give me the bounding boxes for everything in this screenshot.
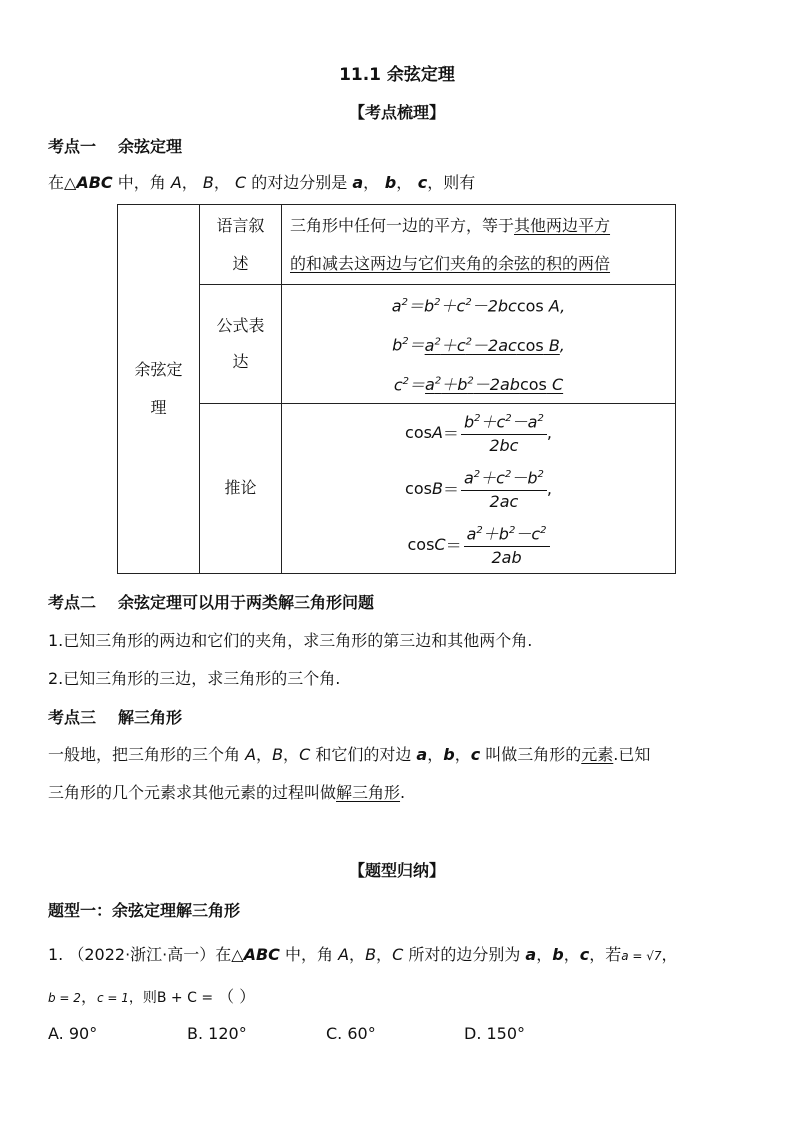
q1-stem: 在△ABC 中，角 A，B，C 所对的边分别为 a，b，c，若 <box>215 945 622 964</box>
k1-intro: 在△ABC 中，角 A， B， C 的对边分别是 a， b， c，则有 <box>48 173 476 192</box>
table-label-formula: 公式表达 <box>200 285 282 404</box>
table-formulas: $a^2=b^2+c^2-2bccos$ A, $b^2=a^2+c^2-2accos$ B, $c^2=a^2+b^2-2abcos$ C <box>282 285 676 404</box>
table-label-corollary: 推论 <box>200 403 282 573</box>
k2-heading: 考点二 余弦定理可以用于两类解三角形问题 <box>48 593 375 612</box>
q1-cond-a: a = √7 <box>621 949 662 963</box>
k1-heading <box>48 134 182 157</box>
table-label-language: 语言叙述 <box>200 205 282 285</box>
corollary-cosA: cos A ＝ $\frac{b^2+c^2-a^2}{2bc}$ , <box>282 404 675 460</box>
k3-line-1: 一般地，把三角形的三个角 A，B，C 和它们的对边 a，b，c 叫做三角形的元素.已知 <box>48 745 651 764</box>
k2-item-2: 2.已知三角形的三边，求三角形的三个角. <box>48 669 341 688</box>
corollary-cosB: cos B ＝ $\frac{a^2+c^2-b^2}{2ac}$ , <box>282 460 675 516</box>
section-header-types: 【题型归纳】 <box>348 861 445 880</box>
option-a: A. 90° <box>48 1024 98 1043</box>
table-corollaries <box>282 403 676 573</box>
k2-item-1: 1.已知三角形的两边和它们的夹角，求三角形的第三边和其他两个角. <box>48 631 533 650</box>
option-d: D. 150° <box>464 1024 526 1043</box>
question-type-1: 题型一：余弦定理解三角形 <box>48 901 241 920</box>
corollary-cosC: cos C ＝ $\frac{a^2+b^2-c^2}{2ab}$ <box>282 516 675 572</box>
k3-heading: 考点三 解三角形 <box>48 708 183 727</box>
k3-line-2: 三角形的几个元素求其他元素的过程叫做解三角形. <box>48 783 406 802</box>
question-1-line-2: b = 2，c = 1，则B + C = （ ） <box>48 987 256 1006</box>
option-c: C. 60° <box>326 1024 376 1043</box>
table-row-head: 余弦定理 <box>118 205 200 574</box>
question-1-line-1: 1. （2022·浙江·高一）在△ABC 中，角 A，B，C 所对的边分别为 a，b，c，若a = √7， <box>48 945 678 964</box>
k1-title: 余弦定理 <box>118 137 183 156</box>
option-b: B. 120° <box>187 1024 247 1043</box>
page-title: 11.1 余弦定理 <box>339 65 455 85</box>
k1-label: 考点一 <box>48 137 97 156</box>
cosine-law-table <box>117 204 676 574</box>
section-header-review: 【考点梳理】 <box>348 103 445 122</box>
table-language-text: 三角形中任何一边的平方，等于其他两边平方 的和减去这两边与它们夹角的余弦的积的两倍 <box>282 205 676 285</box>
